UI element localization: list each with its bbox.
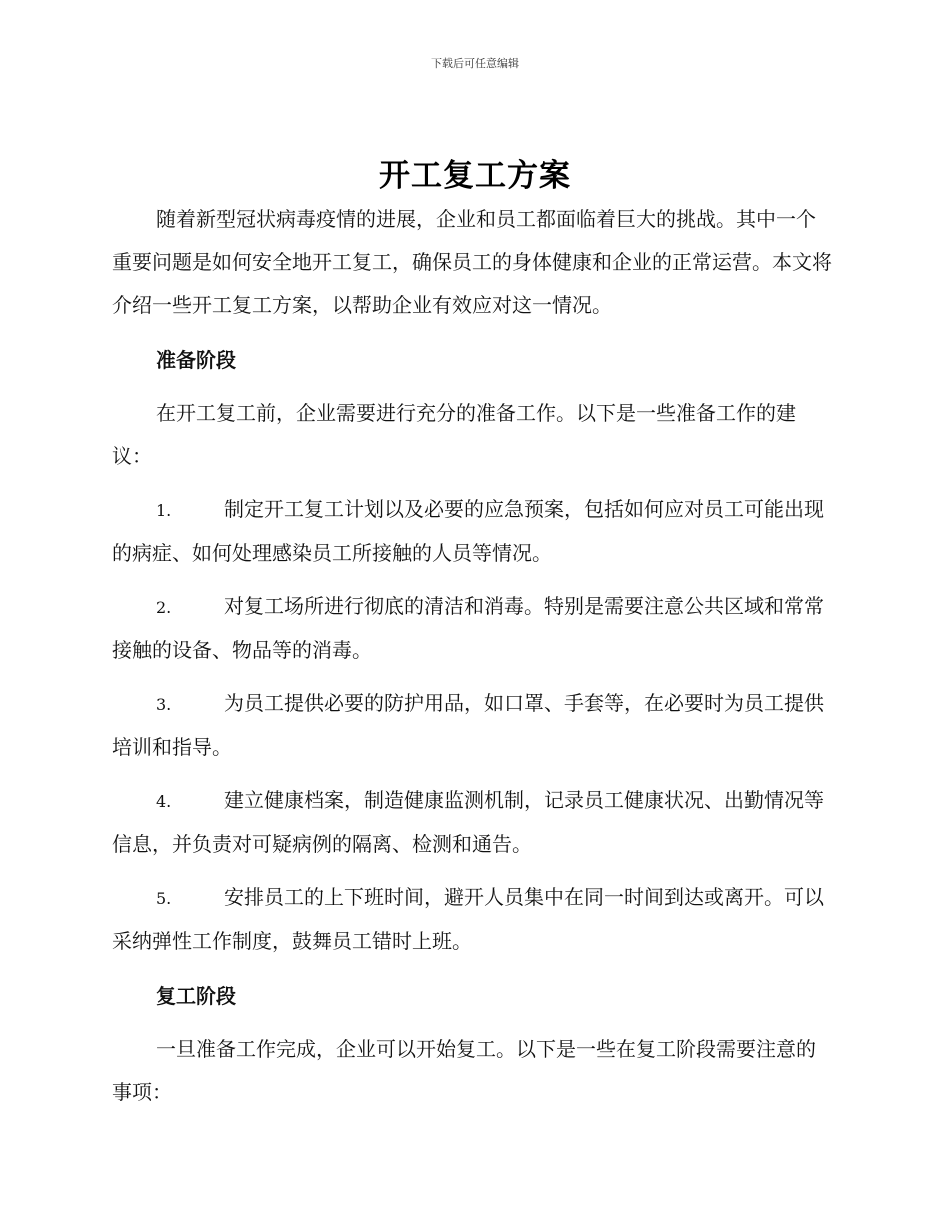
- list-item: [112, 585, 834, 672]
- resumption-intro: 一旦准备工作完成，企业可以开始复工。以下是一些在复工阶段需要注意的事项：: [112, 1037, 816, 1104]
- list-item: [112, 488, 834, 575]
- section-heading-preparation: 准备阶段: [156, 348, 236, 372]
- list-item-text: 安排员工的上下班时间，避开人员集中在同一时间到达或离开。可以采纳弹性工作制度，鼓舞员工错时上班。: [112, 885, 824, 953]
- document-title: 开工复工方案: [379, 158, 571, 194]
- list-item-text: 建立健康档案，制造健康监测机制，记录员工健康状况、出勤情况等信息，并负责对可疑病例的隔离、检测和通告。: [112, 788, 824, 856]
- section-heading-resumption: 复工阶段: [156, 984, 236, 1008]
- list-item: [112, 682, 834, 769]
- page-header: 下载后可任意编辑: [431, 57, 519, 70]
- list-item-number: 3.: [156, 695, 172, 714]
- preparation-intro: 在开工复工前，企业需要进行充分的准备工作。以下是一些准备工作的建议：: [112, 401, 796, 468]
- list-item-number: 1.: [156, 501, 172, 520]
- document-body: [112, 198, 834, 1114]
- list-item-text: 对复工场所进行彻底的清洁和消毒。特别是需要注意公共区域和常常接触的设备、物品等的消毒。: [112, 594, 824, 662]
- list-item-number: 2.: [156, 598, 172, 617]
- list-item-number: 5.: [156, 889, 172, 908]
- list-item-text: 为员工提供必要的防护用品，如口罩、手套等，在必要时为员工提供培训和指导。: [112, 691, 824, 759]
- list-item: [112, 876, 834, 963]
- list-item-text: 制定开工复工计划以及必要的应急预案，包括如何应对员工可能出现的病症、如何处理感染员工所接触的人员等情况。: [112, 497, 824, 565]
- list-item-number: 4.: [156, 792, 172, 811]
- list-item: [112, 779, 834, 866]
- intro-paragraph: 随着新型冠状病毒疫情的进展，企业和员工都面临着巨大的挑战。其中一个重要问题是如何安全地开工复工，确保员工的身体健康和企业的正常运营。本文将介绍一些开工复工方案，以帮助企业有效应对这一情况。: [112, 207, 832, 317]
